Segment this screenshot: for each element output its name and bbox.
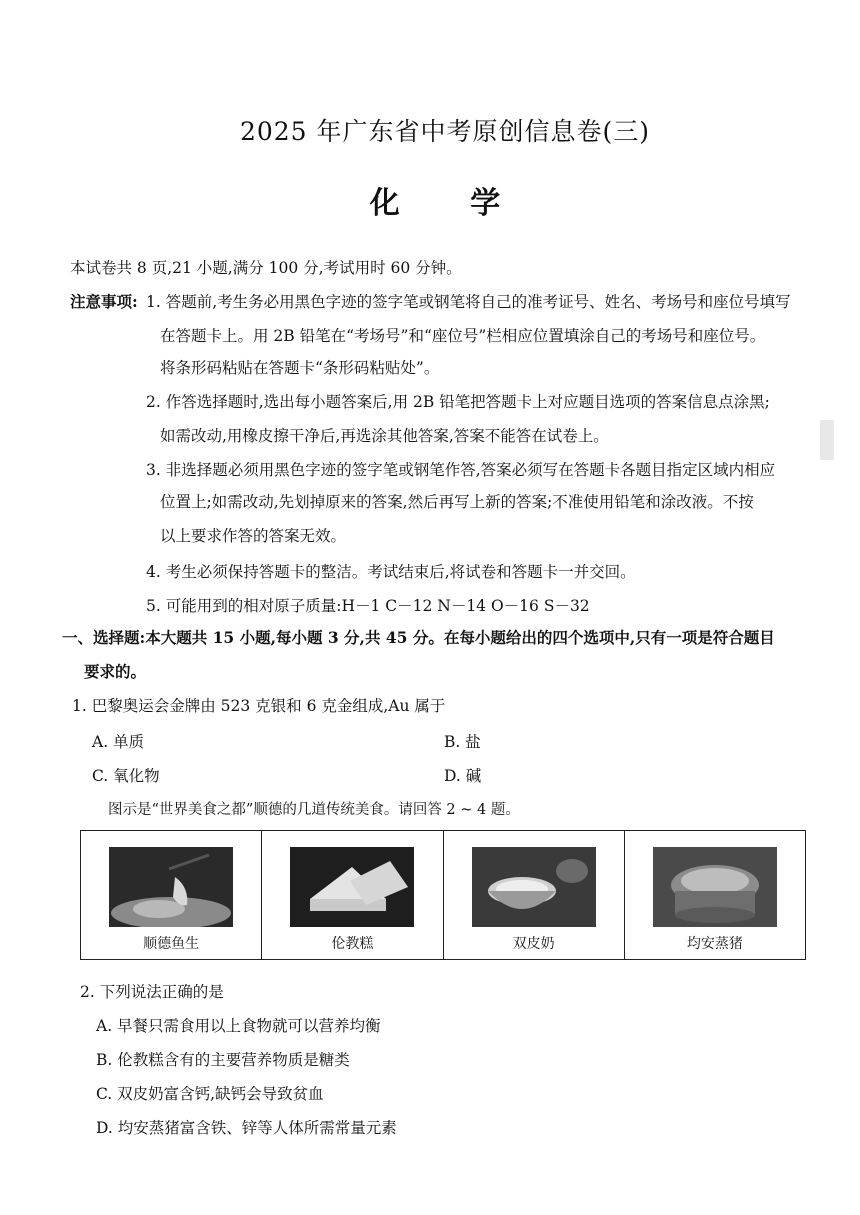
q2-stem: 2. 下列说法正确的是 [80,983,224,1001]
q2-option-a: A. 早餐只需食用以上食物就可以营养均衡 [96,1017,381,1035]
food-photo-fish [109,847,233,927]
notice-line-7: 位置上;如需改动,先划掉原来的答案,然后再写上新的答案;不准使用铅笔和涂改液。不按 [160,493,754,511]
notice-line-8: 以上要求作答的答案无效。 [160,527,347,545]
notice-line-3: 将条形码粘贴在答题卡“条形码粘贴处”。 [160,359,440,377]
food-photo-milk [472,847,596,927]
exam-title: 2025 年广东省中考原创信息卷(三) [239,117,651,146]
notice-line-9: 4. 考生必须保持答题卡的整洁。考试结束后,将试卷和答题卡一并交回。 [146,563,636,581]
notice-line-4: 2. 作答选择题时,选出每小题答案后,用 2B 铅笔把答题卡上对应题目选项的答案信息点涂黑; [146,393,770,411]
notice-line-1: 1. 答题前,考生务必用黑色字迹的签字笔或钢笔将自己的准考证号、姓名、考场号和座位号填写 [146,293,791,311]
food-photo-cake [290,847,414,927]
notice-line-2: 在答题卡上。用 2B 铅笔在“考场号”和“座位号”栏相应位置填涂自己的考场号和座位号。 [160,327,766,345]
food-cell [444,831,625,959]
notice-line-6: 3. 非选择题必须用黑色字迹的签字笔或钢笔作答,答案必须写在答题卡各题目指定区域内相应 [146,461,776,479]
food-cell [625,831,805,959]
notice-line-10: 5. 可能用到的相对原子质量:H－1 C－12 N－14 O－16 S－32 [146,597,590,615]
q2-option-d: D. 均安蒸猪富含铁、锌等人体所需常量元素 [96,1119,397,1137]
section1-heading-cont: 要求的。 [84,662,147,681]
food-cell [262,831,443,959]
notice-line-5: 如需改动,用橡皮擦干净后,再选涂其他答案,答案不能答在试卷上。 [160,427,609,445]
food-caption: 均安蒸猪 [686,936,743,952]
food-caption: 伦教糕 [331,936,374,952]
food-photo-pork [653,847,777,927]
q1-option-c: C. 氧化物 [92,767,160,785]
food-figure-table [80,830,806,960]
notice-label: 注意事项: [70,292,138,311]
food-cell [81,831,262,959]
scan-smudge [820,420,834,460]
subject-title: 化 学 [369,186,531,221]
q1-option-a: A. 单质 [92,733,145,751]
figure-intro: 图示是“世界美食之都”顺德的几道传统美食。请回答 2 ~ 4 题。 [108,802,520,818]
food-caption: 双皮奶 [512,936,555,952]
q2-option-c: C. 双皮奶富含钙,缺钙会导致贫血 [96,1085,324,1103]
q1-option-b: B. 盐 [444,733,481,751]
intro-text: 本试卷共 8 页,21 小题,满分 100 分,考试用时 60 分钟。 [70,259,462,277]
section1-heading: 一、选择题:本大题共 15 小题,每小题 3 分,共 45 分。在每小题给出的四个选项中,只有一项是符合题目 [62,628,775,647]
q2-option-b: B. 伦教糕含有的主要营养物质是糖类 [96,1051,350,1069]
food-caption: 顺德鱼生 [143,936,200,952]
q1-stem: 1. 巴黎奥运会金牌由 523 克银和 6 克金组成,Au 属于 [72,697,446,715]
q1-option-d: D. 碱 [444,767,482,785]
